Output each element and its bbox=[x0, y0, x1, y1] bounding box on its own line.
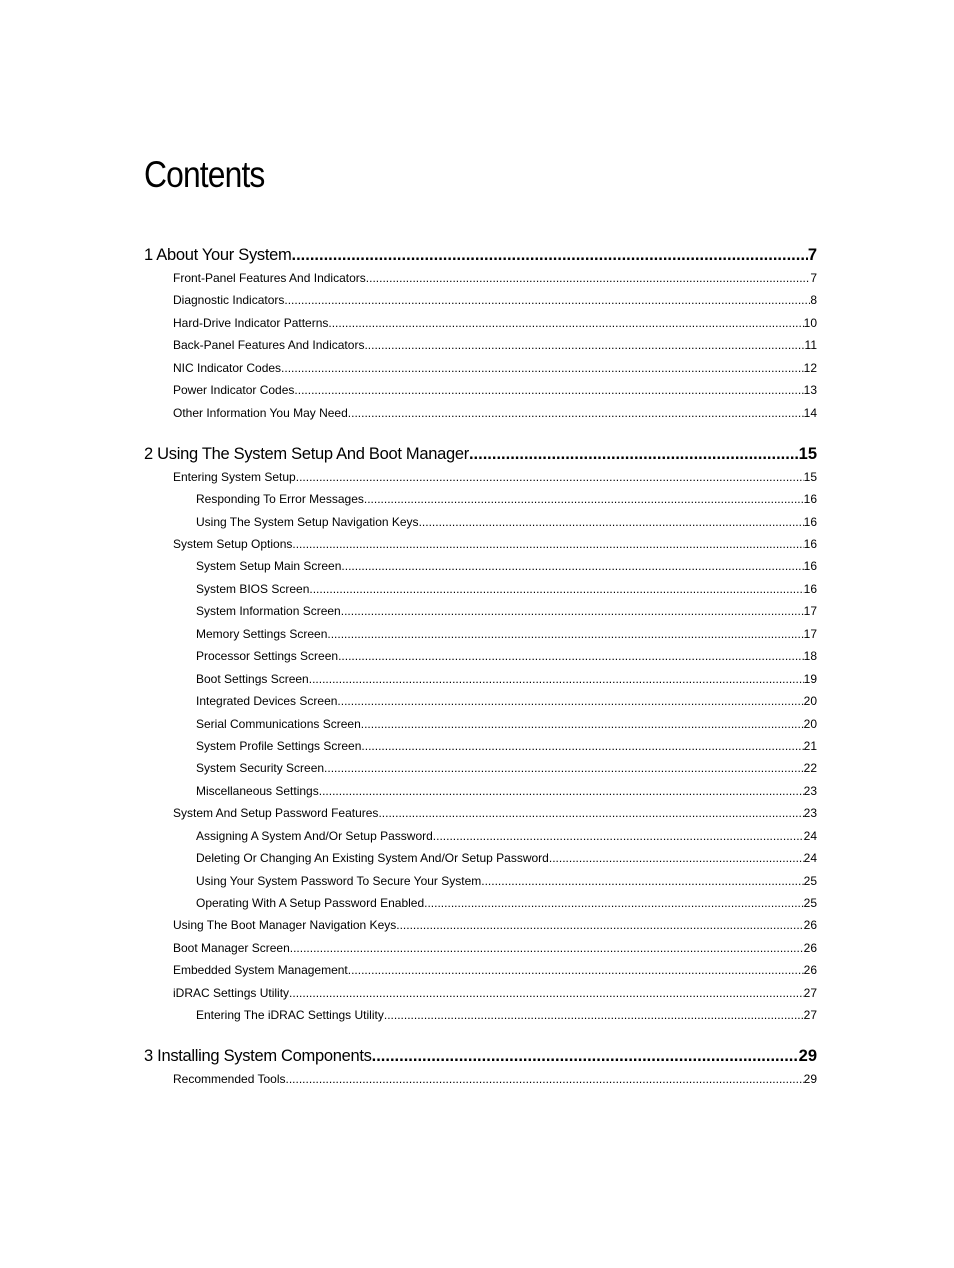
toc-entry-label: Responding To Error Messages bbox=[196, 492, 364, 506]
toc-entry-label: Recommended Tools bbox=[173, 1072, 286, 1086]
toc-entry-page: 13 bbox=[803, 383, 817, 397]
toc-entry-label: 2 Using The System Setup And Boot Manager bbox=[144, 445, 469, 463]
dot-leader bbox=[424, 895, 804, 911]
dot-leader bbox=[296, 469, 804, 485]
toc-subsection-entry[interactable] bbox=[196, 491, 817, 507]
dot-leader bbox=[361, 738, 803, 754]
dot-leader bbox=[289, 985, 804, 1001]
toc-subsection-entry[interactable] bbox=[196, 850, 817, 866]
toc-entry-label: Processor Settings Screen bbox=[196, 649, 339, 663]
toc-entry-page: 23 bbox=[803, 784, 817, 798]
dot-leader bbox=[286, 1071, 804, 1087]
toc-entry-page: 15 bbox=[798, 445, 817, 463]
dot-leader bbox=[328, 315, 803, 331]
dot-leader bbox=[319, 783, 804, 799]
toc-entry-label: Integrated Devices Screen bbox=[196, 694, 338, 708]
toc-entry-label: System Information Screen bbox=[196, 604, 341, 618]
toc-subsection-entry[interactable] bbox=[196, 828, 817, 844]
toc-subsection-entry[interactable] bbox=[196, 873, 817, 889]
toc-section-entry[interactable] bbox=[173, 469, 817, 485]
toc-entry-label: System Security Screen bbox=[196, 761, 325, 775]
dot-leader bbox=[341, 558, 803, 574]
toc-subsection-entry[interactable] bbox=[196, 581, 817, 597]
toc-entry-label: Deleting Or Changing An Existing System And/Or Setup Password bbox=[196, 851, 549, 865]
toc-entry-label: Using The System Setup Navigation Keys bbox=[196, 515, 419, 529]
toc-subsection-entry[interactable] bbox=[196, 648, 817, 664]
toc-entry-page: 27 bbox=[803, 1008, 817, 1022]
toc-entry-page: 26 bbox=[803, 941, 817, 955]
dot-leader bbox=[364, 491, 804, 507]
dot-leader bbox=[309, 671, 804, 687]
toc-entry-page: 16 bbox=[803, 515, 817, 529]
dot-leader bbox=[327, 626, 803, 642]
toc-section-entry[interactable] bbox=[173, 805, 817, 821]
toc-entry-page: 11 bbox=[804, 338, 817, 352]
toc-section-entry[interactable] bbox=[173, 337, 817, 353]
toc-entry-label: Back-Panel Features And Indicators bbox=[173, 338, 365, 352]
toc-entry-page: 29 bbox=[803, 1072, 817, 1086]
toc-subsection-entry[interactable] bbox=[196, 514, 817, 530]
toc-entry-page: 23 bbox=[803, 806, 817, 820]
dot-leader bbox=[281, 360, 804, 376]
dot-leader bbox=[290, 940, 804, 956]
toc-entry-page: 12 bbox=[803, 361, 817, 375]
dot-leader bbox=[337, 693, 803, 709]
toc-entry-label: System Profile Settings Screen bbox=[196, 739, 362, 753]
toc-entry-label: System BIOS Screen bbox=[196, 582, 310, 596]
toc-entry-page: 15 bbox=[803, 470, 817, 484]
toc-entry-page: 7 bbox=[807, 246, 817, 264]
page-title: Contents bbox=[144, 154, 265, 195]
toc-entry-page: 22 bbox=[803, 761, 817, 775]
dot-leader bbox=[284, 292, 810, 308]
toc-entry-label: Power Indicator Codes bbox=[173, 383, 295, 397]
toc-entry-page: 8 bbox=[810, 293, 817, 307]
toc-subsection-entry[interactable] bbox=[196, 671, 817, 687]
dot-leader bbox=[378, 805, 803, 821]
toc-section-entry[interactable] bbox=[173, 917, 817, 933]
toc-entry-label: Entering The iDRAC Settings Utility bbox=[196, 1008, 384, 1022]
toc-section-entry[interactable] bbox=[173, 962, 817, 978]
toc-entry-label: System Setup Options bbox=[173, 537, 293, 551]
toc-section-entry[interactable] bbox=[173, 536, 817, 552]
toc-entry-label: Front-Panel Features And Indicators bbox=[173, 271, 366, 285]
toc-entry-page: 16 bbox=[803, 537, 817, 551]
toc-entry-page: 14 bbox=[803, 406, 817, 420]
toc-entry-label: Miscellaneous Settings bbox=[196, 784, 319, 798]
toc-entry-page: 10 bbox=[803, 316, 817, 330]
dot-leader bbox=[396, 917, 803, 933]
toc-entry-label: Entering System Setup bbox=[173, 470, 296, 484]
toc-subsection-entry[interactable] bbox=[196, 626, 817, 642]
toc-subsection-entry[interactable] bbox=[196, 783, 817, 799]
toc-section-entry[interactable] bbox=[173, 405, 817, 421]
toc-section-entry[interactable] bbox=[173, 940, 817, 956]
dot-leader bbox=[338, 648, 804, 664]
toc-subsection-entry[interactable] bbox=[196, 760, 817, 776]
toc-entry-page: 26 bbox=[803, 963, 817, 977]
dot-leader bbox=[549, 850, 804, 866]
toc-subsection-entry[interactable] bbox=[196, 895, 817, 911]
toc-entry-page: 27 bbox=[803, 986, 817, 1000]
dot-leader bbox=[366, 270, 811, 286]
toc-entry-label: Operating With A Setup Password Enabled bbox=[196, 896, 425, 910]
dot-leader bbox=[433, 828, 804, 844]
toc-entry-label: Boot Manager Screen bbox=[173, 941, 290, 955]
toc-entry-label: System And Setup Password Features bbox=[173, 806, 379, 820]
toc-chapter-entry[interactable] bbox=[144, 444, 817, 464]
toc-entry-page: 16 bbox=[803, 582, 817, 596]
toc-section-entry[interactable] bbox=[173, 270, 817, 286]
toc-entry-label: Memory Settings Screen bbox=[196, 627, 328, 641]
toc-entry-page: 20 bbox=[803, 694, 817, 708]
dot-leader bbox=[372, 1046, 799, 1066]
toc-subsection-entry[interactable] bbox=[196, 716, 817, 732]
toc-entry-label: 1 About Your System bbox=[144, 246, 292, 264]
toc-entry-label: Hard-Drive Indicator Patterns bbox=[173, 316, 329, 330]
toc-entry-label: Assigning A System And/Or Setup Password bbox=[196, 829, 433, 843]
dot-leader bbox=[361, 716, 804, 732]
toc-entry-page: 21 bbox=[803, 739, 817, 753]
dot-leader bbox=[364, 337, 804, 353]
dot-leader bbox=[384, 1007, 804, 1023]
dot-leader bbox=[481, 873, 803, 889]
toc-section-entry[interactable] bbox=[173, 985, 817, 1001]
toc-entry-page: 29 bbox=[798, 1047, 817, 1065]
toc-entry-label: Boot Settings Screen bbox=[196, 672, 309, 686]
toc-section-entry[interactable] bbox=[173, 1071, 817, 1087]
toc-entry-page: 24 bbox=[803, 851, 817, 865]
toc-entry-label: Using Your System Password To Secure Your System bbox=[196, 874, 482, 888]
toc-entry-label: NIC Indicator Codes bbox=[173, 361, 282, 375]
toc-subsection-entry[interactable] bbox=[196, 558, 817, 574]
toc-entry-label: Other Information You May Need bbox=[173, 406, 348, 420]
dot-leader bbox=[294, 382, 803, 398]
dot-leader bbox=[309, 581, 803, 597]
toc-entry-page: 18 bbox=[803, 649, 817, 663]
toc-entry-page: 26 bbox=[803, 918, 817, 932]
dot-leader bbox=[324, 760, 804, 776]
toc-entry-page: 20 bbox=[803, 717, 817, 731]
toc-entry-page: 25 bbox=[803, 896, 817, 910]
dot-leader bbox=[469, 444, 799, 464]
toc-entry-page: 16 bbox=[803, 492, 817, 506]
toc-section-entry[interactable] bbox=[173, 382, 817, 398]
toc-entry-label: System Setup Main Screen bbox=[196, 559, 342, 573]
toc-entry-page: 24 bbox=[803, 829, 817, 843]
dot-leader bbox=[348, 405, 804, 421]
dot-leader bbox=[292, 536, 803, 552]
dot-leader bbox=[292, 245, 808, 265]
dot-leader bbox=[341, 603, 804, 619]
toc-subsection-entry[interactable] bbox=[196, 738, 817, 754]
dot-leader bbox=[419, 514, 804, 530]
toc-subsection-entry[interactable] bbox=[196, 1007, 817, 1023]
toc-subsection-entry[interactable] bbox=[196, 693, 817, 709]
toc-entry-page: 17 bbox=[803, 604, 817, 618]
toc-entry-page: 7 bbox=[810, 271, 817, 285]
toc-entry-label: Serial Communications Screen bbox=[196, 717, 361, 731]
toc-chapter-entry[interactable] bbox=[144, 245, 817, 265]
toc-subsection-entry[interactable] bbox=[196, 603, 817, 619]
toc-entry-label: 3 Installing System Components bbox=[144, 1047, 372, 1065]
toc-entry-page: 17 bbox=[803, 627, 817, 641]
toc-entry-label: Embedded System Management bbox=[173, 963, 348, 977]
toc-section-entry[interactable] bbox=[173, 315, 817, 331]
toc-entry-label: Diagnostic Indicators bbox=[173, 293, 285, 307]
dot-leader bbox=[348, 962, 804, 978]
toc-entry-page: 16 bbox=[803, 559, 817, 573]
toc-entry-page: 25 bbox=[803, 874, 817, 888]
toc-entry-label: Using The Boot Manager Navigation Keys bbox=[173, 918, 397, 932]
toc-entry-label: iDRAC Settings Utility bbox=[173, 986, 290, 1000]
toc-section-entry[interactable] bbox=[173, 360, 817, 376]
toc-section-entry[interactable] bbox=[173, 292, 817, 308]
toc-entry-page: 19 bbox=[803, 672, 817, 686]
toc-chapter-entry[interactable] bbox=[144, 1046, 817, 1066]
